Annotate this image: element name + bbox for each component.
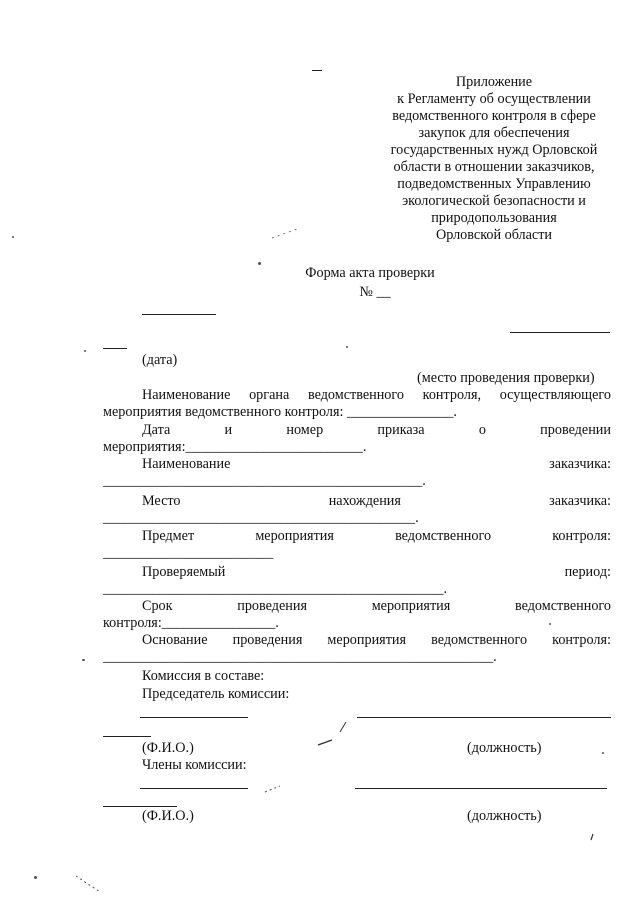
scan-speck-2 xyxy=(346,346,348,348)
chairman-position-label: (должность) xyxy=(467,740,542,756)
place-label: (место проведения проверки) xyxy=(417,370,595,386)
scan-speck-3 xyxy=(84,350,86,352)
appendix-line-2: ведомственного контроля в сфере xyxy=(392,108,596,124)
appendix-line-3: закупок для обеспечения xyxy=(418,125,570,141)
form-number: № __ xyxy=(359,284,391,300)
field-term-line2: контроля:________________. xyxy=(103,615,279,631)
field-order: Дата и номер приказа о проведении мероприятия:_________________________. xyxy=(103,422,611,455)
field-customer-name-line2: _____________________________________________. xyxy=(103,473,426,489)
field-order-line2: мероприятия:_________________________. xyxy=(103,439,367,455)
field-basis-line2: _______________________________________________________. xyxy=(103,649,497,665)
field-subject: Предмет мероприятия ведомственного контроля: ________________________ xyxy=(103,528,611,561)
member-fio-label: (Ф.И.О.) xyxy=(142,808,194,824)
appendix-line-4: государственных нужд Орловской xyxy=(390,142,598,158)
commission-chairman: Председатель комиссии: xyxy=(142,686,290,702)
field-customer-location: Место нахождения заказчика: ____________________________________________. xyxy=(103,493,611,526)
appendix-line-9: Орловской области xyxy=(435,227,553,243)
field-organ-line2: мероприятия ведомственного контроля: _______________. xyxy=(103,404,457,420)
chairman-fio-label: (Ф.И.О.) xyxy=(142,740,194,756)
field-customer-name: Наименование заказчика: _____________________________________________. xyxy=(103,456,611,489)
field-subject-line2: ________________________ xyxy=(103,545,274,561)
field-period: Проверяемый период: ________________________________________________. xyxy=(103,564,611,597)
date-label: (дата) xyxy=(142,352,178,368)
scan-speck-1 xyxy=(258,262,261,265)
field-term: Срок проведения мероприятия ведомственного контроля:________________. xyxy=(103,598,611,631)
form-title: Форма акта проверки xyxy=(305,265,435,281)
field-basis: Основание проведения мероприятия ведомственного контроля: _______________________________________________________. xyxy=(103,632,611,665)
member-position-label: (должность) xyxy=(467,808,542,824)
field-organ: Наименование органа ведомственного контроля, осуществляющего мероприятия ведомственного контроля: _______________. xyxy=(103,387,611,420)
appendix-line-1: к Регламенту об осуществлении xyxy=(397,91,591,107)
appendix-title: Приложение xyxy=(455,74,533,90)
scan-speck-4 xyxy=(12,236,14,238)
appendix-line-5: области в отношении заказчиков, xyxy=(393,159,595,175)
commission-members: Члены комиссии: xyxy=(142,757,247,773)
scan-speck-5 xyxy=(549,623,551,625)
appendix-line-6: подведомственных Управлению xyxy=(397,176,591,192)
field-period-line2: ________________________________________________. xyxy=(103,581,448,597)
scan-speck-7 xyxy=(34,876,37,879)
field-customer-location-line2: ____________________________________________. xyxy=(103,510,419,526)
appendix-line-7: экологической безопасности и xyxy=(402,193,586,209)
scan-speck-8 xyxy=(602,752,604,754)
commission-composition: Комиссия в составе: xyxy=(142,668,265,684)
appendix-line-8: природопользования xyxy=(431,210,557,226)
scan-speck-6 xyxy=(82,659,85,661)
